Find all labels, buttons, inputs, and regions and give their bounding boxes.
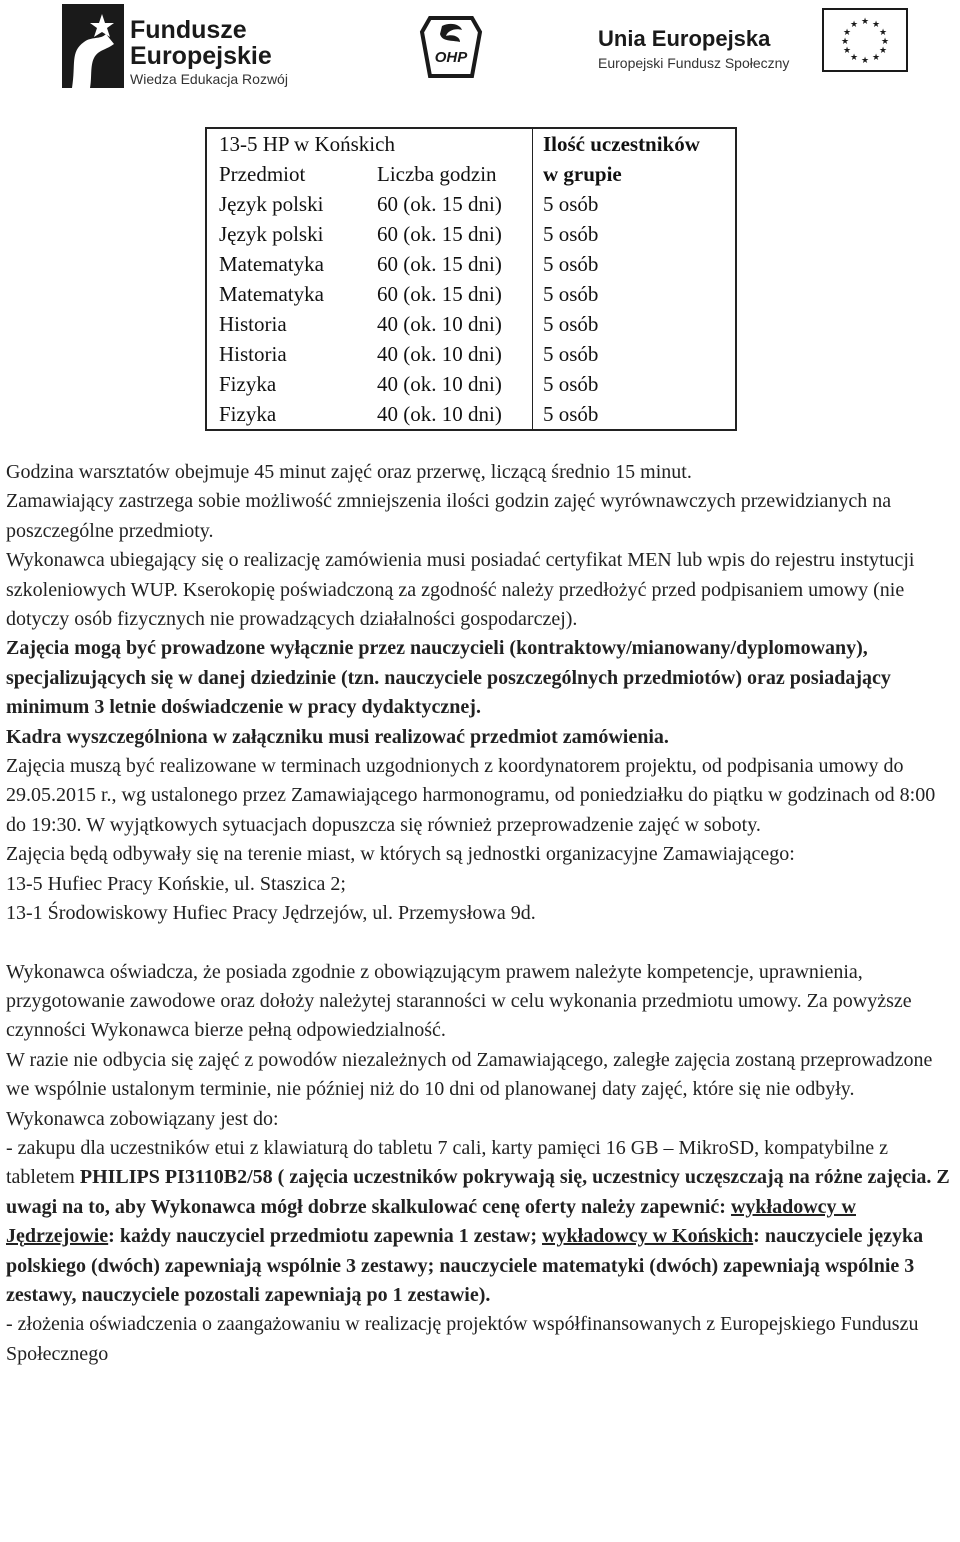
- table-row: [206, 189, 736, 219]
- svg-text:★: ★: [842, 28, 852, 38]
- table-row: [206, 339, 736, 369]
- paragraph-teacher-requirements: Zajęcia mogą być prowadzone wyłącznie przez nauczycieli (kontraktowy/mianowany/dyplomowany), specjalizujących się w danej dziedzinie (tzn. nauczyciele poszczególnych przedmiotów) oraz posiadający minimum 3 letnie doświadczenie w pracy dydaktycznej.: [6, 637, 891, 719]
- paragraph-certificate-requirement: Wykonawca ubiegający się o realizację zamówienia musi posiadać certyfikat MEN lub wpis do rejestru instytucji szkoleniowych WUP. Kserokopię poświadczoną za zgodność należy przedłożyć przed podpisaniem umowy (nie dotyczy osób fizycznych nie prowadzących działalności gospodarczej).: [6, 549, 915, 631]
- svg-text:★: ★: [871, 20, 881, 30]
- page-header: [0, 0, 960, 110]
- paragraph-location-jedrzejow: 13-1 Środowiskowy Hufiec Pracy Jędrzejów, ul. Przemysłowa 9d.: [6, 902, 536, 925]
- hours-header: Liczba godzin: [367, 159, 533, 189]
- paragraph-location-konskie: 13-5 Hufiec Pracy Końskie, ul. Staszica 2;: [6, 872, 346, 895]
- paragraph-reduction-clause: Zamawiający zastrzega sobie możliwość zmniejszenia ilości godzin zajęć wyrównawczych przewidzianych na poszczególne przedmioty.: [6, 490, 892, 542]
- svg-text:★: ★: [849, 53, 859, 63]
- participants-header-line1: Ilość uczestników: [543, 132, 700, 156]
- paragraph-obligations-intro: Wykonawca zobowiązany jest do:: [6, 1107, 279, 1130]
- ue-logo-line1: Unia Europejska: [598, 26, 771, 51]
- svg-text:★: ★: [880, 37, 890, 47]
- row-participants: 5 osób: [543, 282, 599, 306]
- subject-header: Przedmiot: [219, 162, 306, 186]
- row-participants: 5 osób: [543, 342, 599, 366]
- row-participants: 5 osób: [543, 402, 599, 426]
- svg-text:★: ★: [840, 37, 850, 47]
- svg-text:★: ★: [878, 28, 888, 38]
- svg-text:★: ★: [849, 20, 859, 30]
- ue-logo-line2: Europejski Fundusz Społeczny: [598, 55, 790, 71]
- table-row: [206, 309, 736, 339]
- paragraph-locations-intro: Zajęcia będą odbywały się na terenie miast, w których są jednostki organizacyjne Zamawiającego:: [6, 843, 795, 866]
- table-row: [206, 219, 736, 249]
- svg-text:★: ★: [860, 56, 870, 66]
- row-hours: 40 (ok. 10 dni): [367, 309, 533, 339]
- row-hours: 40 (ok. 10 dni): [367, 399, 533, 430]
- row-participants: 5 osób: [543, 192, 599, 216]
- svg-text:★: ★: [871, 53, 881, 63]
- row-hours: 60 (ok. 15 dni): [367, 279, 533, 309]
- row-subject: Matematyka: [219, 252, 324, 276]
- fe-logo-line1: Fundusze: [130, 16, 247, 44]
- table-row: [206, 369, 736, 399]
- row-subject: Fizyka: [219, 402, 277, 426]
- row-participants: 5 osób: [543, 372, 599, 396]
- table-header-row: [206, 159, 736, 189]
- table-row: [206, 249, 736, 279]
- equipment-text-bold: PHILIPS PI3110B2/58 ( zajęcia uczestników pokrywają się, uczestnicy uczęszczają na różne zajęcia. Z uwagi na to, aby Wykonawca mógł dobrze skalkulować cenę oferty należy zapewnić:: [6, 1166, 950, 1218]
- row-hours: 60 (ok. 15 dni): [367, 219, 533, 249]
- fe-logo-line3: Wiedza Edukacja Rozwój: [130, 71, 288, 87]
- row-hours: 40 (ok. 10 dni): [367, 369, 533, 399]
- equipment-jedrzejow-underlined: wykładowcy w Jędrzejowie: [6, 1195, 856, 1248]
- paragraph-staff-attachment: Kadra wyszczególniona w załączniku musi realizować przedmiot zamówienia.: [6, 725, 669, 748]
- row-subject: Język polski: [219, 192, 324, 216]
- document-body: [6, 458, 960, 1369]
- paragraph-spacer: [6, 929, 960, 958]
- fundusze-europejskie-logo: [62, 4, 302, 88]
- participants-header-line2: w grupie: [543, 162, 622, 186]
- equipment-jedrzejow-details: : każdy nauczyciel przedmiotu zapewnia 1 zestaw;: [108, 1225, 542, 1248]
- row-subject: Historia: [219, 342, 287, 366]
- table-title: 13-5 HP w Końskich: [206, 128, 533, 159]
- equipment-konskie-underlined: wykładowcy w Końskich: [542, 1225, 754, 1248]
- table-row: [206, 279, 736, 309]
- row-subject: Historia: [219, 312, 287, 336]
- unia-europejska-logo: [598, 6, 908, 86]
- svg-text:★: ★: [860, 17, 870, 27]
- row-subject: Język polski: [219, 222, 324, 246]
- fe-logo-line2: Europejskie: [130, 42, 272, 70]
- paragraph-equipment-obligation: [6, 1134, 960, 1310]
- svg-text:★: ★: [842, 46, 852, 56]
- table-title-row: [206, 128, 736, 159]
- equipment-konskie-details: : nauczyciele języka polskiego (dwóch) zapewniają wspólnie 3 zestawy; nauczyciele matematyki (dwóch) zapewniają wspólnie 3 zestawy, nauczyciele pozostali zapewniają po 1 zestawie).: [6, 1225, 924, 1306]
- svg-text:★: ★: [878, 46, 888, 56]
- row-participants: 5 osób: [543, 312, 599, 336]
- paragraph-efs-declaration: - złożenia oświadczenia o zaangażowaniu w realizację projektów współfinansowanych z Europejskiego Funduszu Społecznego: [6, 1313, 919, 1365]
- paragraph-missed-classes: W razie nie odbycia się zajęć z powodów niezależnych od Zamawiającego, zaległe zajęcia zostaną przeprowadzone we wspólnie ustalonym terminie, nie później niż do 10 dni od planowanej daty zajęć, które się nie odbyły.: [6, 1048, 933, 1101]
- paragraph-workshop-hours: Godzina warsztatów obejmuje 45 minut zajęć oraz przerwę, liczącą średnio 15 minut.: [6, 461, 692, 483]
- row-subject: Fizyka: [219, 372, 277, 396]
- fundusze-europejskie-mark-icon: [62, 4, 124, 88]
- ohp-logo-icon: [416, 12, 486, 82]
- row-subject: Matematyka: [219, 282, 324, 306]
- row-hours: 60 (ok. 15 dni): [367, 249, 533, 279]
- equipment-text-regular: - zakupu dla uczestników etui z klawiaturą do tabletu 7 cali, karty pamięci 16 GB – MikroSD, kompatybilne z tabletem: [6, 1136, 888, 1189]
- eu-flag-icon: [822, 8, 908, 72]
- courses-table: [205, 127, 737, 431]
- table-row: [206, 399, 736, 430]
- paragraph-schedule: Zajęcia muszą być realizowane w terminach uzgodnionych z koordynatorem projektu, od podpisania umowy do 29.05.2015 r., wg ustalonego przez Zamawiającego harmonogramu, od poniedziałku do piątku w godzinach od 8:00 do 19:30. W wyjątkowych sytuacjach dopuszcza się również przeprowadzenie zajęć w soboty.: [6, 755, 936, 836]
- paragraph-contractor-declaration: Wykonawca oświadcza, że posiada zgodnie z obowiązującym prawem należyte kompetencje, uprawnienia, przygotowanie zawodowe oraz dołoży należytej staranności w celu wykonania przedmiotu umowy. Za powyższe czynności Wykonawca bierze pełną odpowiedzialność.: [6, 960, 912, 1042]
- ohp-logo-text: OHP: [434, 49, 468, 66]
- row-hours: 40 (ok. 10 dni): [367, 339, 533, 369]
- row-hours: 60 (ok. 15 dni): [367, 189, 533, 219]
- row-participants: 5 osób: [543, 222, 599, 246]
- row-participants: 5 osób: [543, 252, 599, 276]
